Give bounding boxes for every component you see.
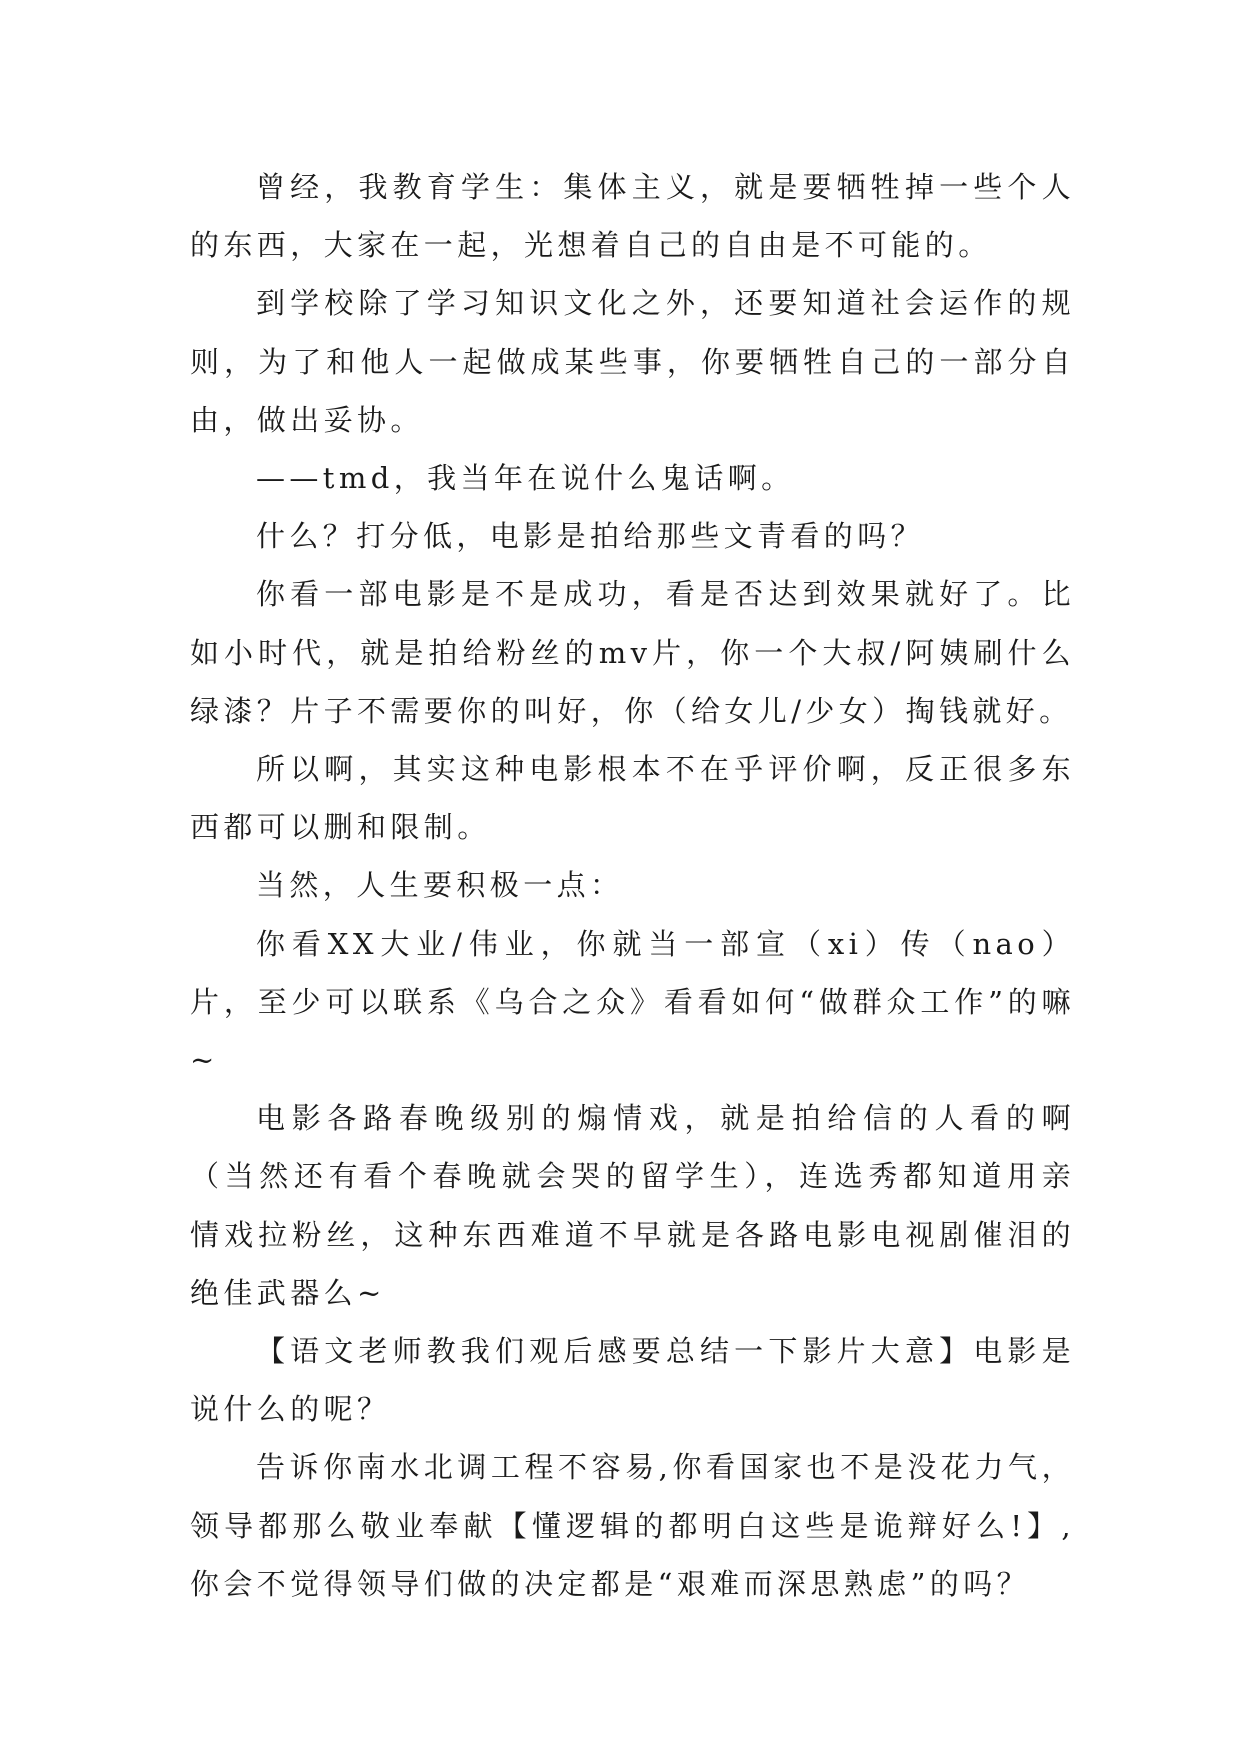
paragraph: 你看一部电影是不是成功，看是否达到效果就好了。比如小时代，就是拍给粉丝的mv片，你一个大叔/阿姨刷什么绿漆？片子不需要你的叫好，你（给女儿/少女）掏钱就好。: [190, 577, 1075, 728]
paragraph: 什么？打分低，电影是拍给那些文青看的吗？: [256, 519, 925, 554]
paragraph: 告诉你南水北调工程不容易,你看国家也不是没花力气，领导都那么敬业奉献【懂逻辑的都明白这些是诡辩好么!】,你会不觉得领导们做的决定都是“艰难而深思熟虑”的吗？: [190, 1450, 1075, 1601]
paragraph: 到学校除了学习知识文化之外，还要知道社会运作的规则，为了和他人一起做成某些事，你要牺牲自己的一部分自由，做出妥协。: [190, 286, 1075, 437]
paragraph: 【语文老师教我们观后感要总结一下影片大意】电影是说什么的呢？: [190, 1334, 1075, 1427]
paragraph: 你看XX大业/伟业，你就当一部宣（xi）传（nao）片，至少可以联系《乌合之众》看看如何“做群众工作”的嘛~: [190, 926, 1075, 1078]
paragraph: 电影各路春晚级别的煽情戏，就是拍给信的人看的啊（当然还有看个春晚就会哭的留学生），连选秀都知道用亲情戏拉粉丝，这种东西难道不早就是各路电影电视剧催泪的绝佳武器么~: [190, 1101, 1075, 1310]
document-body: [190, 158, 1075, 1613]
paragraph: 所以啊，其实这种电影根本不在乎评价啊，反正很多东西都可以删和限制。: [190, 752, 1075, 845]
paragraph: 当然，人生要积极一点：: [256, 868, 624, 903]
paragraph: 曾经，我教育学生：集体主义，就是要牺牲掉一些个人的东西，大家在一起，光想着自己的自由是不可能的。: [190, 170, 1075, 263]
paragraph: ——tmd，我当年在说什么鬼话啊。: [256, 461, 795, 496]
